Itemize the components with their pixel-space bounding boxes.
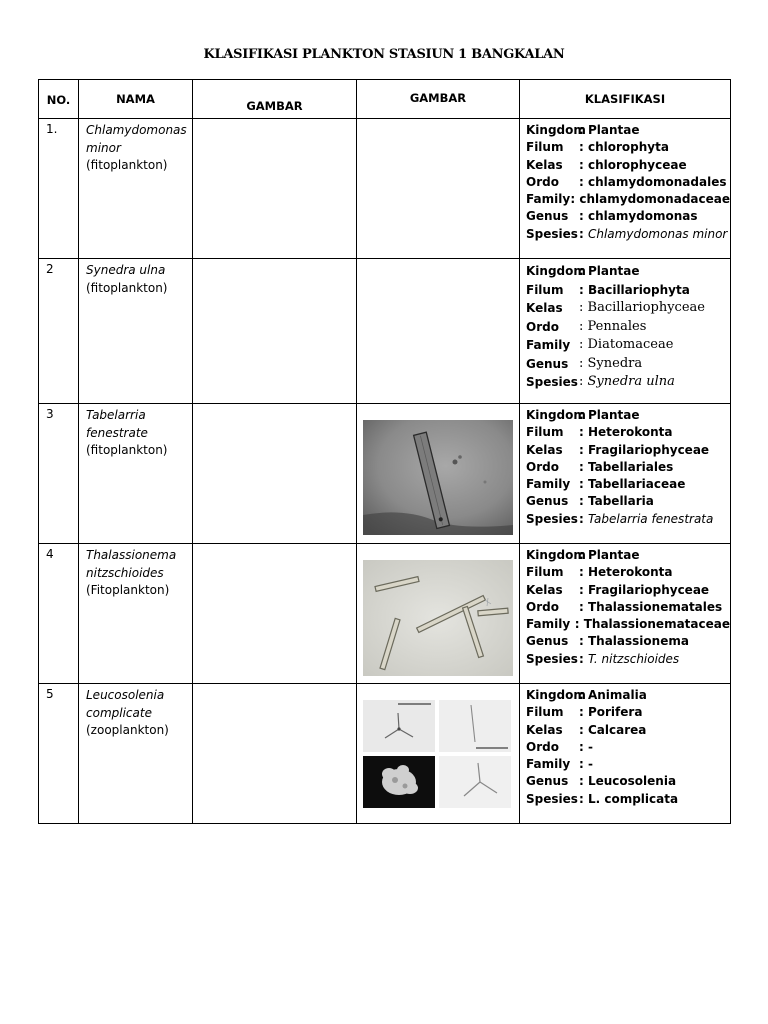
klas-line [526, 262, 730, 281]
scientific-name-line: Synedra ulna [86, 263, 166, 277]
header-no [39, 80, 79, 119]
klas-species-italic: Tabelarria fenestrata [587, 511, 714, 526]
plankton-type: (fitoplankton) [86, 280, 168, 295]
klas-value: : L. complicata [579, 791, 679, 806]
klas-line [526, 773, 730, 790]
klas-key: Filum [526, 565, 564, 580]
row-number: 4 [39, 544, 79, 684]
klas-value: : - [579, 739, 593, 754]
klas-value: : Plantae [579, 123, 640, 137]
document-title: KLASIFIKASI PLANKTON STASIUN 1 BANGKALAN [203, 47, 565, 62]
row-number: 3 [39, 404, 79, 544]
klas-line [526, 208, 730, 225]
klas-line [526, 547, 730, 564]
image-cell-2 [357, 404, 520, 544]
klas-key: Spesies [526, 511, 578, 526]
image-cell-1 [193, 544, 357, 684]
table-header-row [39, 80, 731, 119]
header-gambar-1 [193, 80, 357, 119]
klas-key: Ordo [526, 739, 559, 754]
image-cell-2 [357, 119, 520, 259]
klas-key: Spesies [526, 791, 578, 806]
classification-cell [520, 119, 731, 259]
klas-line [526, 373, 730, 392]
klas-line [526, 511, 730, 528]
organism-name-cell [79, 119, 193, 259]
klas-value: : Tabellariales [579, 459, 674, 474]
klas-line [526, 299, 730, 318]
klas-line [526, 355, 730, 374]
plankton-type: (zooplankton) [86, 723, 169, 737]
scientific-name-line: Leucosolenia [86, 688, 165, 702]
klas-value: : Fragilariophyceae [579, 442, 710, 457]
klas-line [526, 281, 730, 300]
klas-key: Family [526, 477, 571, 492]
klas-key: Filum [526, 140, 564, 155]
scientific-name-line: Chlamydomonas [86, 123, 187, 137]
table-row [39, 684, 731, 824]
row-number: 5 [39, 684, 79, 824]
klas-line [526, 191, 730, 208]
header-gambar-1-label: GAMBAR [246, 99, 303, 113]
klas-value: : Plantae [579, 408, 640, 422]
organism-name-cell [79, 259, 193, 404]
klas-value: : Synedra [579, 355, 643, 371]
klas-key: Filum [526, 425, 564, 440]
plankton-type: (Fitoplankton) [86, 583, 170, 597]
klas-value: : chlamydomonadales [579, 174, 727, 189]
scientific-name-line: fenestrate [86, 425, 148, 440]
klas-line [526, 651, 730, 668]
klas-value: : Heterokonta [579, 425, 673, 440]
header-klasifikasi-label: KLASIFIKASI [584, 92, 666, 106]
klas-key: Spesies [526, 375, 578, 389]
klas-line [526, 704, 730, 721]
klas-key: Ordo [526, 459, 559, 474]
klas-value: : Bacillariophyceae [579, 300, 705, 315]
klas-key: Kelas [526, 582, 563, 597]
klas-line [526, 564, 730, 581]
scientific-name-line: complicate [86, 705, 152, 720]
row-number: 1. [39, 119, 79, 259]
klas-value: : Plantae [579, 548, 640, 562]
klas-value: : Calcarea [579, 722, 647, 737]
image-cell-1 [193, 404, 357, 544]
klas-key: Kingdom [526, 688, 586, 702]
klas-key: Kelas [526, 301, 563, 315]
klas-line [526, 599, 730, 616]
scientific-name-line: minor [86, 140, 121, 155]
klas-key: Kingdom [526, 123, 586, 137]
klas-key: Family [526, 617, 571, 632]
image-cell-2 [357, 684, 520, 824]
table-row [39, 259, 731, 404]
klas-value: : Fragilariophyceae [579, 582, 710, 597]
klas-key: Kelas [526, 157, 563, 172]
klas-key: Kingdom [526, 408, 586, 422]
klas-value: : chlamydomonas [579, 209, 698, 224]
header-nama [79, 80, 193, 119]
klas-key: Genus [526, 774, 569, 789]
klas-line [526, 318, 730, 337]
klas-value-prefix: : [579, 651, 588, 666]
klas-value-prefix: : [579, 226, 588, 241]
header-nama-label: NAMA [116, 92, 155, 106]
klas-line [526, 424, 730, 441]
klas-line [526, 157, 730, 174]
klas-line [526, 226, 730, 243]
image-cell-1 [193, 684, 357, 824]
klas-line [526, 407, 730, 424]
klas-value: : chlorophyceae [579, 157, 687, 172]
klas-line [526, 139, 730, 156]
klas-value: : chlorophyta [579, 140, 669, 155]
klas-value: : Thalassionemataceae [574, 617, 730, 632]
image-cell-1 [193, 119, 357, 259]
microscope-photo-tabellaria-icon [363, 420, 513, 535]
microscope-photo-leucosolenia-panels-icon [363, 700, 511, 808]
klas-line [526, 476, 730, 493]
scientific-name-line: Thalassionema [86, 548, 177, 562]
klas-species-italic: Synedra ulna [587, 374, 675, 389]
table-row [39, 544, 731, 684]
klas-value: : Diatomaceae [579, 337, 674, 352]
klas-value: : Thalassionematales [579, 599, 723, 614]
image-cell-2 [357, 259, 520, 404]
klas-line [526, 756, 730, 773]
klas-value: : Bacillariophyta [579, 282, 690, 297]
klas-line [526, 722, 730, 739]
klas-key: Genus [526, 209, 569, 224]
classification-cell [520, 684, 731, 824]
klas-line [526, 336, 730, 355]
klas-key: Filum [526, 282, 564, 297]
classification-cell [520, 404, 731, 544]
klas-value: : Pennales [579, 318, 647, 334]
klas-key: Spesies [526, 651, 578, 666]
image-cell-2 [357, 544, 520, 684]
klas-key: Genus [526, 494, 569, 509]
classification-cell [520, 259, 731, 404]
klas-key: Kelas [526, 442, 563, 457]
klas-key: Family [526, 192, 571, 207]
klas-key: Genus [526, 356, 569, 371]
klas-key: Spesies [526, 226, 578, 241]
header-no-label: NO. [46, 93, 71, 107]
organism-name-cell [79, 544, 193, 684]
plankton-type: (fitoplankton) [86, 443, 168, 457]
klas-key: Ordo [526, 174, 559, 189]
klas-species-italic: Chlamydomonas minor [587, 226, 728, 241]
klas-value: : Tabellaria [579, 494, 654, 509]
klas-line [526, 687, 730, 704]
klas-value-prefix: : [579, 374, 588, 389]
klas-key: Filum [526, 705, 564, 720]
microscope-photo-thalassionema-icon [363, 560, 513, 676]
klas-key: Kingdom [526, 264, 586, 278]
klas-key: Kelas [526, 722, 563, 737]
classification-cell [520, 544, 731, 684]
scientific-name-line: Tabelarria [86, 408, 146, 422]
klas-line [526, 459, 730, 476]
scientific-name-line: nitzschioides [86, 565, 164, 580]
klas-line [526, 582, 730, 599]
klas-species-italic: T. nitzschioides [587, 651, 680, 666]
klas-line [526, 791, 730, 808]
klas-line [526, 616, 730, 633]
klas-value: : Heterokonta [579, 565, 673, 580]
klas-key: Family [526, 757, 571, 772]
klas-value: : - [579, 757, 593, 772]
organism-name-cell [79, 684, 193, 824]
klas-key: Ordo [526, 599, 559, 614]
image-cell-1 [193, 259, 357, 404]
klas-key: Family [526, 338, 571, 352]
classification-table [38, 79, 731, 824]
header-gambar-2 [357, 80, 520, 119]
klas-value: : Leucosolenia [579, 774, 677, 789]
header-klasifikasi [520, 80, 731, 119]
klas-key: Kingdom [526, 548, 586, 562]
table-row [39, 119, 731, 259]
klas-value: : Porifera [579, 705, 643, 720]
plankton-type: (fitoplankton) [86, 158, 168, 172]
klas-value: : Plantae [579, 264, 640, 278]
klas-key: Genus [526, 634, 569, 649]
klas-value-prefix: : [579, 511, 588, 526]
klas-key: Ordo [526, 319, 559, 334]
klas-value: : Animalia [579, 688, 647, 702]
klas-line [526, 493, 730, 510]
klas-line [526, 442, 730, 459]
header-gambar-2-label: GAMBAR [409, 91, 467, 105]
klas-value: : chlamydomonadaceae [570, 192, 730, 207]
row-number: 2 [39, 259, 79, 404]
klas-value: : Tabellariaceae [579, 477, 686, 492]
table-row [39, 404, 731, 544]
klas-line [526, 633, 730, 650]
klas-value: : Thalassionema [579, 634, 689, 649]
klas-line [526, 739, 730, 756]
organism-name-cell [79, 404, 193, 544]
klas-line [526, 122, 730, 139]
klas-line [526, 174, 730, 191]
